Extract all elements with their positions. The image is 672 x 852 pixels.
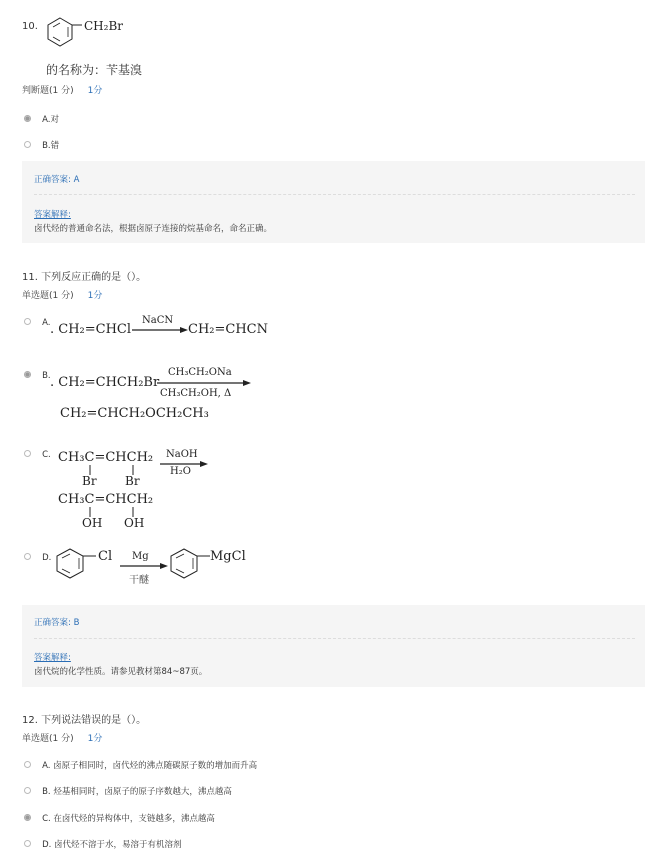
q11-option-a[interactable] (24, 310, 50, 329)
q10-type-row (22, 83, 102, 96)
q10-correct-answer: 正确答案: A (34, 175, 80, 185)
q11-option-a-letter: A. (42, 318, 51, 328)
q12-option-a-label: A. 卤原子相同时，卤代烃的沸点随碳原子数的增加而升高 (42, 761, 258, 771)
q11-c-reactant-bonds (58, 465, 158, 477)
q10-option-b[interactable] (24, 133, 59, 152)
q11-c-reactant: CH₃C=CHCH₂ (58, 450, 154, 465)
q12-option-a-radio[interactable] (24, 761, 31, 768)
q12-type: 单选题(1 分) (22, 734, 74, 744)
q12-option-b-radio[interactable] (24, 787, 31, 794)
q10-option-a[interactable] (24, 107, 59, 126)
q10-option-b-label: B.错 (42, 141, 60, 151)
q11-type-row (22, 288, 102, 301)
q10-option-a-label: A.对 (42, 115, 59, 125)
q11-c-product-sub-2: OH (124, 516, 145, 530)
q11-option-b-letter: B. (42, 371, 51, 381)
q11-a-product: CH₂=CHCN (188, 322, 268, 337)
q11-d-reagent-bottom: 干醚 (129, 575, 149, 586)
q11-c-reagent-bottom: H₂O (170, 466, 191, 477)
q12-option-a[interactable] (24, 753, 257, 772)
q12-option-c-label: C. 在卤代烃的异构体中，支链越多，沸点越高 (42, 814, 215, 824)
q10-option-b-radio[interactable] (24, 141, 31, 148)
q11-title: 11. 下列反应正确的是（）。 (22, 272, 147, 283)
q11-correct-answer: 正确答案: B (34, 618, 80, 628)
q11-d-product: MgCl (210, 549, 246, 564)
q10-statement: 的名称为：苄基溴 (46, 63, 143, 77)
q10-type: 判断题(1 分) (22, 86, 74, 96)
q11-a-reagent: NaCN (142, 315, 174, 326)
q10-divider (34, 194, 635, 195)
q11-c-product-sub-1: OH (82, 516, 103, 530)
q11-c-product: CH₃C=CHCH₂ (58, 492, 154, 507)
q11-d-reactant: Cl (98, 549, 113, 564)
q11-option-b[interactable] (24, 363, 51, 382)
q12-option-d-radio[interactable] (24, 840, 31, 847)
q11-b-reagent-top: CH₃CH₂ONa (168, 367, 232, 378)
q12-option-b-label: B. 烃基相同时，卤原子的原子序数越大，沸点越高 (42, 787, 232, 797)
q12-type-row (22, 731, 102, 744)
q11-explanation-label: 答案解释: (34, 653, 71, 663)
q12-option-c-radio[interactable] (24, 814, 31, 821)
q11-score: 1分 (87, 291, 103, 301)
q11-d-arrow-icon (120, 562, 168, 570)
q11-divider (34, 638, 635, 639)
q11-explanation: 卤代烷的化学性质。请参见教材第84~87页。 (34, 667, 208, 677)
q10-score: 1分 (87, 86, 103, 96)
q11-option-d-letter: D. (42, 553, 52, 563)
q11-d-reagent-top: Mg (132, 551, 149, 562)
q11-b-reagent-bottom: CH₃CH₂OH, Δ (160, 388, 232, 399)
q11-option-c[interactable] (24, 442, 51, 461)
q11-d-product-benzene-icon (166, 545, 212, 585)
q11-option-c-letter: C. (42, 450, 51, 460)
q11-option-b-radio[interactable] (24, 371, 31, 378)
q11-type: 单选题(1 分) (22, 291, 74, 301)
q11-option-a-radio[interactable] (24, 318, 31, 325)
q10-explanation-label: 答案解释: (34, 210, 71, 220)
q10-answer-box (22, 161, 645, 243)
q12-option-b[interactable] (24, 779, 232, 798)
q11-option-c-radio[interactable] (24, 450, 31, 457)
q11-d-benzene-icon (54, 545, 98, 585)
q11-b-arrow-icon (157, 379, 251, 387)
q11-c-reactant-sub-2: Br (125, 474, 140, 488)
q11-option-d-radio[interactable] (24, 553, 31, 560)
q10-option-a-radio[interactable] (24, 115, 31, 122)
q12-option-c[interactable] (24, 806, 215, 825)
q11-b-reactant: . CH₂=CHCH₂Br (50, 375, 160, 390)
q12-option-d[interactable] (24, 832, 182, 851)
q11-c-reagent-top: NaOH (166, 449, 198, 460)
q11-answer-box (22, 605, 645, 687)
q10-explanation: 卤代烃的普通命名法，根据卤原子连接的烷基命名，命名正确。 (34, 224, 273, 234)
q10-substituent: CH₂Br (84, 19, 124, 33)
q11-a-arrow-icon (132, 326, 188, 334)
q12-title: 12. 下列说法错误的是（）。 (22, 715, 147, 726)
q11-option-d[interactable] (24, 545, 51, 564)
q10-number: 10. (22, 21, 38, 32)
q12-option-d-label: D. 卤代烃不溶于水，易溶于有机溶剂 (42, 840, 182, 850)
q12-score: 1分 (87, 734, 103, 744)
q11-a-reactant: . CH₂=CHCl (50, 322, 132, 337)
q11-c-reactant-sub-1: Br (82, 474, 97, 488)
q11-b-product: CH₂=CHCH₂OCH₂CH₃ (60, 406, 209, 421)
